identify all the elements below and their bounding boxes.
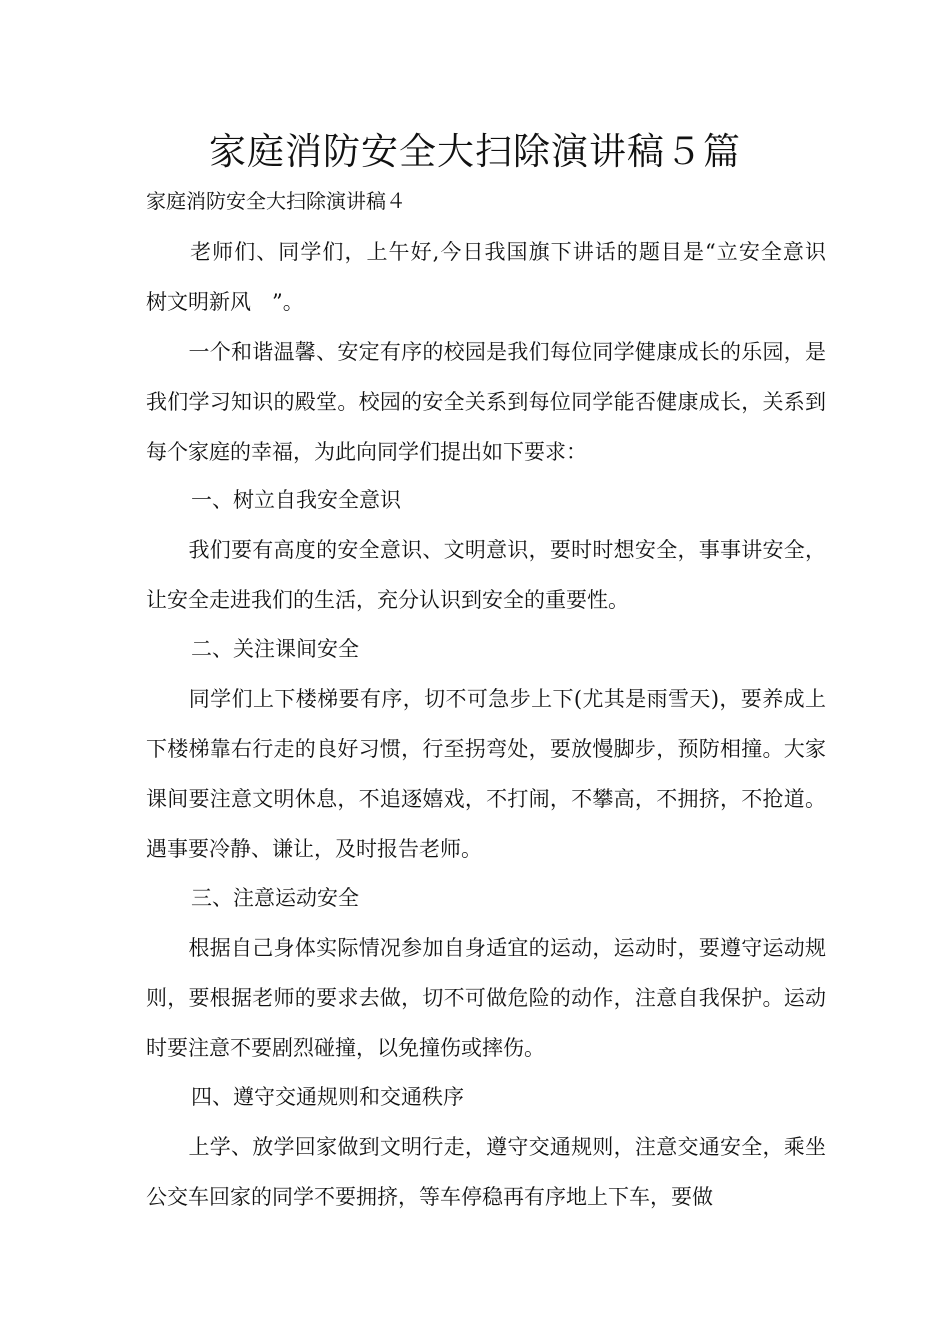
paragraph-section-1: 我们要有高度的安全意识、文明意识，要时时想安全，事事讲安全，让安全走进我们的生活，充分认识到安全的重要性。	[146, 538, 826, 612]
paragraph-intro: 一个和谐温馨、安定有序的校园是我们每位同学健康成长的乐园，是我们学习知识的殿堂。校园的安全关系到每位同学能否健康成长，关系到每个家庭的幸福，为此向同学们提出如下要求：	[146, 340, 826, 464]
section-heading-3: 三、注意运动安全	[191, 886, 359, 910]
section-heading-1: 一、树立自我安全意识	[191, 488, 401, 512]
paragraph-greeting: 老师们、同学们，上午好,今日我国旗下讲话的题目是“立安全意识 树文明新风 ”。	[146, 240, 847, 314]
document-subtitle: 家庭消防安全大扫除演讲稿４	[146, 189, 406, 213]
section-heading-4: 四、遵守交通规则和交通秩序	[191, 1085, 464, 1109]
paragraph-section-3: 根据自己身体实际情况参加自身适宜的运动，运动时，要遵守运动规则，要根据老师的要求去做，切不可做危险的动作，注意自我保护。运动时要注意不要剧烈碰撞，以免撞伤或摔伤。	[146, 936, 826, 1060]
paragraph-section-2: 同学们上下楼梯要有序，切不可急步上下(尤其是雨雪天)，要养成上下楼梯靠右行走的良好习惯，行至拐弯处，要放慢脚步，预防相撞。大家课间要注意文明休息，不追逐嬉戏，不打闹，不攀高，不拥挤，不抢道。遇事要冷静、谦让，及时报告老师。	[146, 687, 826, 861]
paragraph-section-4: 上学、放学回家做到文明行走，遵守交通规则，注意交通安全，乘坐公交车回家的同学不要拥挤，等车停稳再有序地上下车，要做	[146, 1135, 826, 1209]
section-heading-2: 二、关注课间安全	[191, 637, 359, 661]
document-title: 家庭消防安全大扫除演讲稿５篇	[209, 130, 741, 173]
